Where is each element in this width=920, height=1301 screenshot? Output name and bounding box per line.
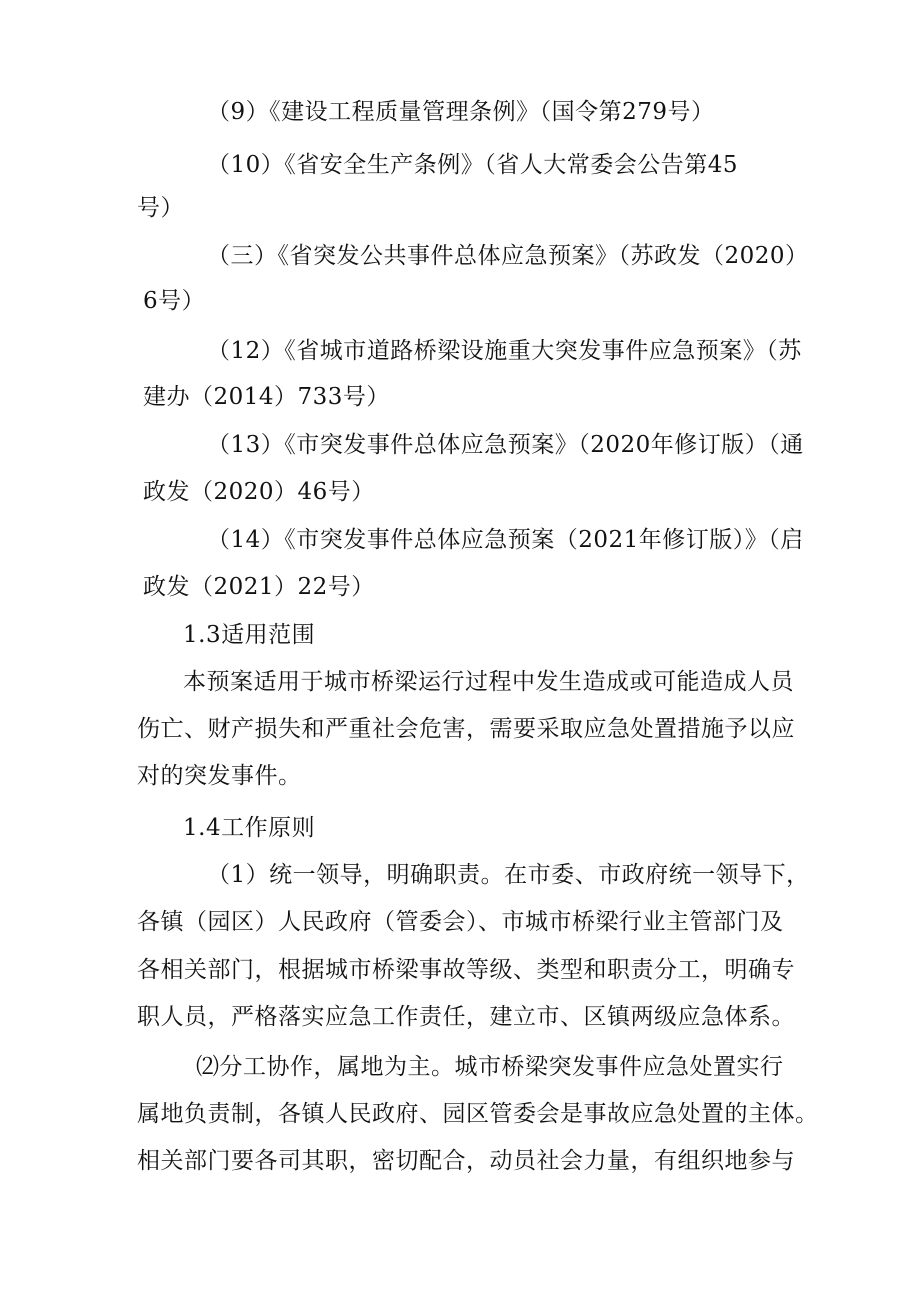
section-1-3-line-1: 本预案适用于城市桥梁运行过程中发生造成或可能造成人员 (183, 669, 794, 695)
principle-1-line-3: 各相关部门，根据城市桥梁事故等级、类型和职责分工，明确专 (137, 957, 795, 983)
section-1-3-line-2: 伤亡、财产损失和严重社会危害，需要采取应急处置措施予以应 (137, 716, 795, 742)
principle-1-line-4: 职人员，严格落实应急工作责任，建立市、区镇两级应急体系。 (137, 1004, 795, 1030)
principle-2-line-3: 相关部门要各司其职，密切配合，动员社会力量，有组织地参与 (137, 1148, 795, 1174)
reference-10-continued: 号） (137, 195, 184, 221)
reference-12: （12）《省城市道路桥梁设施重大突发事件应急预案》（苏 (207, 338, 802, 364)
reference-10: （10）《省安全生产条例》（省人大常委会公告第45 (207, 152, 739, 178)
section-1-3-line-3: 对的突发事件。 (137, 763, 302, 789)
reference-11-continued: 6号） (143, 288, 206, 314)
reference-13: （13）《市突发事件总体应急预案》（2020年修订版）（通 (207, 432, 804, 458)
reference-13-continued: 政发（2020）46号） (143, 479, 375, 505)
principle-2-line-1: ⑵分工协作，属地为主。城市桥梁突发事件应急处置实行 (196, 1054, 784, 1080)
section-1-4-heading: 1.4工作原则 (183, 815, 316, 841)
reference-12-continued: 建办（2014）733号） (143, 384, 390, 410)
reference-9: （9）《建设工程质量管理条例》（国令第279号） (207, 99, 715, 125)
reference-14-continued: 政发（2021）22号） (143, 574, 375, 600)
section-1-3-heading: 1.3适用范围 (183, 622, 316, 648)
principle-1-line-1: （1）统一领导，明确职责。在市委、市政府统一领导下， (207, 862, 810, 888)
reference-14: （14）《市突发事件总体应急预案（2021年修订版）》（启 (207, 527, 804, 553)
principle-2-line-2: 属地负责制，各镇人民政府、园区管委会是事故应急处置的主体。 (137, 1101, 819, 1127)
principle-1-line-2: 各镇（园区）人民政府（管委会）、市城市桥梁行业主管部门及 (137, 909, 784, 935)
reference-11: （三）《省突发公共事件总体应急预案》（苏政发（2020） (207, 243, 809, 269)
